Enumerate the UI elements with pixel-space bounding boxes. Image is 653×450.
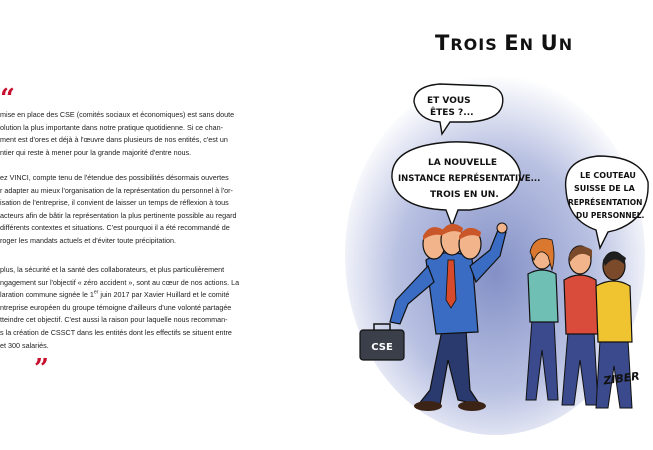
- text-line: ntreprise européen du groupe témoigne d'ailleurs d'une volonté partagée: [0, 302, 232, 312]
- text-line: ngagement sur l'objectif « zéro accident », sont au cœur de nos actions. La: [0, 277, 240, 287]
- bubble-line: ET VOUS: [427, 96, 471, 106]
- shoe: [458, 401, 486, 411]
- opening-quote-mark: “: [0, 84, 15, 114]
- text-segment: juin 2017 par Xavier Huillard et le comité: [98, 290, 230, 300]
- bubble-line: SUISSE DE LA: [574, 184, 635, 193]
- title-letter: E: [504, 31, 520, 55]
- text-line: ez VINCI, compte tenu de l'étendue des possibilités désormais ouvertes: [0, 173, 229, 182]
- briefcase-label: CSE: [371, 342, 393, 353]
- hand: [497, 223, 507, 233]
- text-line: tteindre cet objectif. C'est aussi la raison pour laquelle nous recomman-: [0, 315, 228, 325]
- title-letter: N: [519, 35, 541, 54]
- paragraph-safety-health: [0, 264, 318, 352]
- cartoon-illustration: [330, 60, 653, 450]
- superscript: er: [93, 289, 99, 296]
- text-line: différents contextes et situations. C'est pourquoi il a été recommandé de: [0, 223, 230, 233]
- title-letter: T: [435, 31, 451, 55]
- briefcase: [360, 324, 404, 360]
- text-line: isation de l'entreprise, il convient de laisser un temps de réflexion à tous: [0, 198, 229, 208]
- bubble-line: TROIS EN UN.: [430, 190, 499, 200]
- text-line: r adapter au mieux l'organisation de la représentation du personnel à l'or-: [0, 185, 233, 195]
- bubble-line: REPRÉSENTATION: [568, 198, 643, 207]
- title-letter: ROIS: [450, 35, 505, 54]
- text-line: [0, 289, 318, 302]
- text-segment: laration commune signée le 1: [0, 290, 94, 300]
- bubble-line: INSTANCE REPRÉSENTATIVE...: [398, 174, 541, 184]
- bubble-line: LE COUTEAU: [580, 171, 636, 180]
- shoe: [414, 401, 442, 411]
- paragraph-vinci-reflection: [0, 172, 318, 248]
- text-line: roger les mandats actuels et d'éviter toute précipitation.: [0, 235, 176, 245]
- text-line: mise en place des CSE (comités sociaux et économiques) est sans doute: [0, 110, 235, 119]
- text-line: et 300 salariés.: [0, 340, 49, 350]
- text-line: s la création de CSSCT dans les entités dont les effectifs se situent entre: [0, 327, 232, 337]
- closing-quote-mark: ”: [34, 354, 49, 384]
- text-line: plus, la sécurité et la santé des collaborateurs, et plus particulièrement: [0, 265, 225, 274]
- paragraph-cse-introduction: [0, 109, 318, 159]
- cartoon-title: [435, 31, 573, 55]
- bubble-line: ÊTES ?...: [430, 108, 474, 118]
- bubble-line: DU PERSONNEL.: [576, 211, 645, 220]
- text-line: ment est d'ores et déjà à l'œuvre dans plusieurs de nos entités, c'est un: [0, 135, 228, 145]
- text-line: acteurs afin de bâtir la représentation la plus pertinente possible au regard: [0, 210, 237, 220]
- title-letter: U: [540, 31, 559, 55]
- bubble-line: LA NOUVELLE: [428, 158, 498, 168]
- artist-signature: ZIBER: [602, 369, 641, 388]
- text-line: olution la plus importante dans notre pratique quotidienne. Si ce chan-: [0, 122, 223, 132]
- text-line: ntier qui reste à mener pour la grande majorité d'entre nous.: [0, 147, 192, 157]
- title-letter: N: [558, 35, 574, 54]
